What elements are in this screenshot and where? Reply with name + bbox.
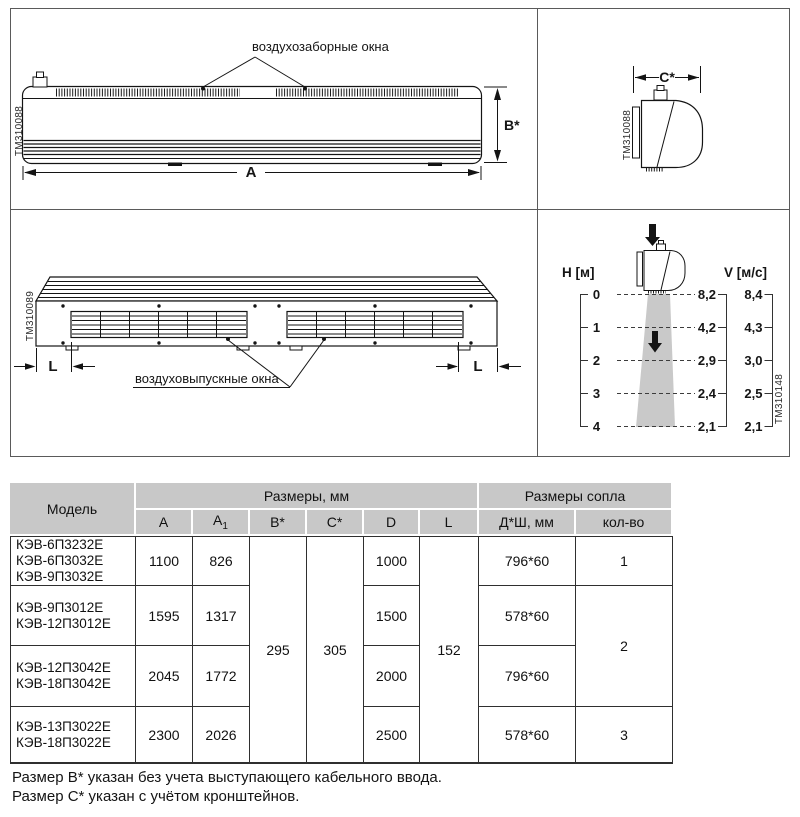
col-header-a: A (136, 510, 193, 536)
cell-d: 2000 (364, 646, 420, 707)
airflow-device-icon (637, 224, 685, 292)
cell-l-merged: 152 (420, 536, 479, 764)
outlet-windows-label: воздуховыпускные окна (135, 371, 279, 386)
cell-a1: 1317 (193, 586, 250, 646)
air-curtain-front-view (14, 39, 520, 181)
airflow-velocity-value: 3,0 (744, 353, 763, 368)
col-header-b: B* (250, 510, 307, 536)
cell-models: КЭВ-13П3022Е КЭВ-18П3022Е (10, 707, 136, 764)
bottom-view-code-label: ТМ310089 (25, 290, 36, 342)
air-curtain-side-view (622, 66, 703, 170)
cell-d: 2500 (364, 707, 420, 764)
airflow-velocity-value: 2,9 (697, 353, 716, 368)
airflow-velocity-value: 2,5 (744, 386, 763, 401)
table-row (10, 536, 673, 586)
cell-c-merged: 305 (307, 536, 364, 764)
footnote-c: Размер С* указан с учётом кронштейнов. (12, 788, 300, 805)
col-group-dimensions: Размеры, мм (136, 483, 479, 510)
cell-models: КЭВ-6П3232Е КЭВ-6П3032Е КЭВ-9П3032Е (10, 536, 136, 586)
airflow-velocity-value: 8,2 (697, 287, 716, 302)
airflow-level-label: 2 (592, 353, 601, 368)
dim-l-left-label: L (48, 358, 58, 375)
dimension-a (23, 164, 481, 181)
intake-windows-callout (201, 39, 390, 91)
airflow-velocity-value: 2,4 (697, 386, 716, 401)
cell-models: КЭВ-12П3042Е КЭВ-18П3042Е (10, 646, 136, 707)
airflow-velocity-value: 8,4 (744, 287, 763, 302)
cell-models: КЭВ-9П3012Е КЭВ-12П3012Е (10, 586, 136, 646)
dim-l-right-label: L (473, 358, 483, 375)
cell-d: 1500 (364, 586, 420, 646)
spec-table (10, 483, 673, 764)
dimension-b (484, 87, 520, 163)
cell-a: 1595 (136, 586, 193, 646)
cell-a: 2300 (136, 707, 193, 764)
cell-nozzle-size: 796*60 (479, 536, 576, 586)
footnote-b: Размер В* указан без учета выступающего кабельного ввода. (12, 769, 442, 786)
airflow-v-axis-label: V [м/с] (724, 265, 767, 280)
airflow-velocity-value: 4,2 (697, 320, 716, 335)
cell-a: 1100 (136, 536, 193, 586)
cable-gland-icon (654, 90, 667, 100)
table-header-groups (10, 483, 673, 510)
dim-b-label: B* (504, 117, 520, 133)
cell-d: 1000 (364, 536, 420, 586)
airflow-h-axis-label: H [м] (562, 265, 595, 280)
cell-a1: 1772 (193, 646, 250, 707)
height-scale (581, 287, 601, 434)
col-header-a1: $A_1$ (193, 510, 250, 536)
cell-nozzle-size: 578*60 (479, 586, 576, 646)
col-group-nozzle: Размеры сопла (479, 483, 673, 510)
col-header-l: L (420, 510, 479, 536)
airflow-velocity-value: 2,1 (697, 419, 716, 434)
dimension-l-right (436, 342, 521, 375)
col-header-nozzle-size: Д*Ш, мм (479, 510, 576, 536)
col-header-model: Модель (10, 483, 136, 536)
cell-a: 2045 (136, 646, 193, 707)
cell-nozzle-qty-merged: 2 (576, 586, 673, 707)
airflow-level-label: 1 (592, 320, 601, 335)
dim-a-label: A (245, 164, 257, 181)
col-header-nozzle-qty: кол-во (576, 510, 673, 536)
airflow-diagram (562, 224, 785, 434)
cell-b-merged: 295 (250, 536, 307, 764)
front-view-code-label: ТМ310088 (14, 105, 25, 157)
cell-nozzle-qty: 3 (576, 707, 673, 764)
airflow-velocity-value: 2,1 (744, 419, 763, 434)
cell-nozzle-qty: 1 (576, 536, 673, 586)
velocity-scale-1 (698, 287, 727, 434)
mounting-plate (633, 107, 640, 158)
airflow-velocity-value: 4,3 (744, 320, 763, 335)
down-arrow-icon (645, 224, 660, 246)
cell-nozzle-size: 578*60 (479, 707, 576, 764)
airflow-level-label: 0 (592, 287, 601, 302)
cable-gland-icon (33, 77, 47, 87)
cell-nozzle-size: 796*60 (479, 646, 576, 707)
side-view-code-label: ТМ310088 (622, 109, 633, 161)
air-curtain-bottom-view (14, 277, 521, 388)
footnotes (12, 768, 442, 806)
airflow-level-label: 3 (592, 386, 601, 401)
col-header-c: C* (307, 510, 364, 536)
dimension-l-left (14, 342, 95, 375)
airflow-code-label: ТМ310148 (774, 373, 785, 425)
dimension-c (634, 66, 701, 93)
cell-a1: 826 (193, 536, 250, 586)
intake-windows-label: воздухозаборные окна (252, 39, 389, 54)
cell-a1: 2026 (193, 707, 250, 764)
dim-c-label: C* (659, 69, 675, 85)
velocity-scale-2 (744, 287, 772, 434)
airflow-level-label: 4 (592, 419, 601, 434)
col-header-d: D (364, 510, 420, 536)
